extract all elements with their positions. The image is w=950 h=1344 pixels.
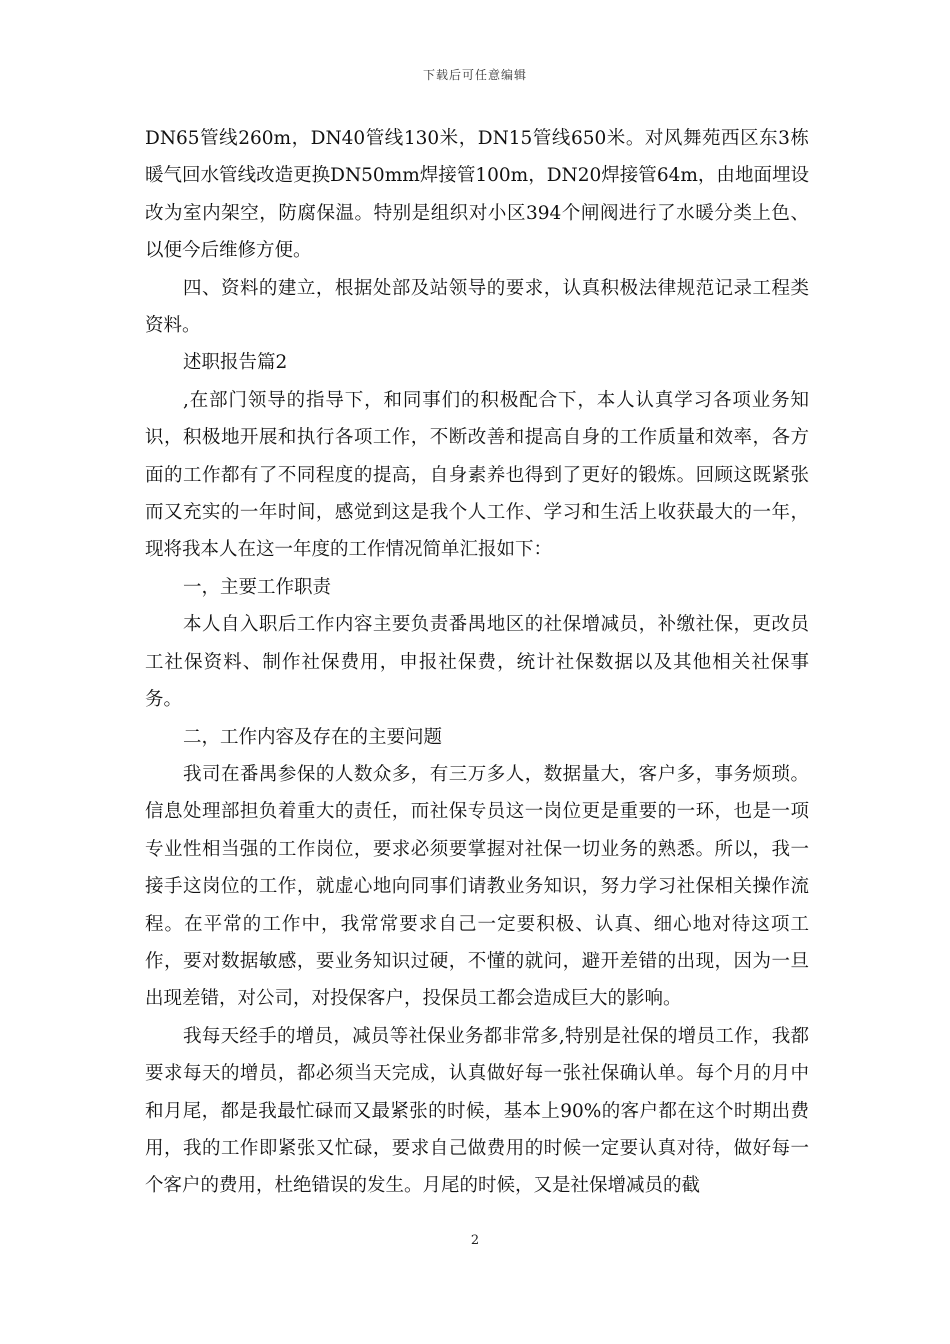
document-body <box>145 120 809 1205</box>
paragraph-work-content: 我司在番禺参保的人数众多，有三万多人，数据量大，客户多，事务烦琐。信息处理部担负着重大的责任，而社保专员这一岗位更是重要的一环，也是一项专业性相当强的工作岗位，要求必须要掌握对社保一切业务的熟悉。所以，我一接手这岗位的工作，就虚心地向同事们请教业务知识，努力学习社保相关操作流程。在平常的工作中，我常常要求自己一定要积极、认真、细心地对待这项工作，要对数据敏感，要业务知识过硬，不懂的就问，避开差错的出现，因为一旦出现差错，对公司，对投保客户，投保员工都会造成巨大的影响。 <box>145 763 809 1010</box>
heading-main-duties: 一，主要工作职责 <box>183 576 332 598</box>
heading-work-content-issues: 二，工作内容及存在的主要问题 <box>183 726 443 748</box>
page-number: 2 <box>470 1233 480 1248</box>
paragraph-daily-work: 我每天经手的增员，减员等社保业务都非常多,特别是社保的增员工作，我都要求每天的增员，都必须当天完成，认真做好每一张社保确认单。每个月的月中和月尾，都是我最忙碌而又最紧张的时候，基本上90%的客户都在这个时期出费用，我的工作即紧张又忙碌，要求自己做费用的时候一定要认真对待，做好每一个客户的费用，杜绝错误的发生。月尾的时候，又是社保增减员的截 <box>145 1025 809 1197</box>
section-title-report-2: 述职报告篇2 <box>183 352 288 374</box>
paragraph-pipeline-work: DN65管线260m，DN40管线130米，DN15管线650米。对风舞苑西区东3栋暖气回水管线改造更换DN50mm焊接管100m，DN20焊接管64m，由地面埋设改为室内架空，防腐保温。特别是组织对小区394个闸阀进行了水暖分类上色、以便今后维修方便。 <box>145 128 809 262</box>
page-header-note: 下载后可任意编辑 <box>422 68 527 82</box>
paragraph-duties: 本人自入职后工作内容主要负责番禺地区的社保增减员，补缴社保，更改员工社保资料、制作社保费用，申报社保费，统计社保数据以及其他相关社保事务。 <box>145 614 809 711</box>
paragraph-records-section: 四、资料的建立，根据处部及站领导的要求，认真积极法律规范记录工程类资料。 <box>145 277 809 337</box>
paragraph-introduction: ,在部门领导的指导下，和同事们的积极配合下，本人认真学习各项业务知识，积极地开展和执行各项工作，不断改善和提高自身的工作质量和效率，各方面的工作都有了不同程度的提高，自身素养也得到了更好的锻炼。回顾这既紧张而又充实的一年时间，感觉到这是我个人工作、学习和生活上收获最大的一年，现将我本人在这一年度的工作情况简单汇报如下： <box>145 389 809 561</box>
